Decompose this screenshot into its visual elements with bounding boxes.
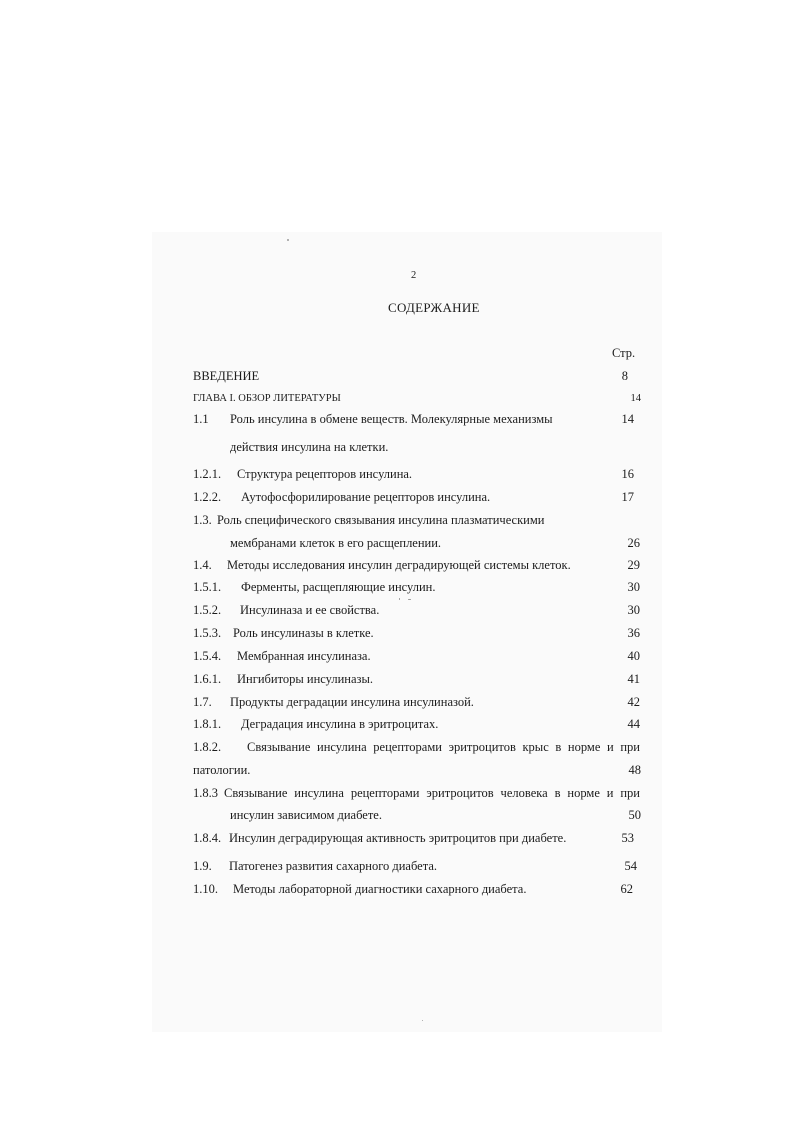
toc-number: 1.5.3. (193, 626, 222, 640)
toc-number: 1.1 (193, 412, 209, 426)
toc-page: 30 (627, 603, 640, 617)
toc-number: 1.6.1. (193, 672, 222, 686)
toc-number: 1.8.1. (193, 717, 222, 731)
toc-page: 62 (620, 882, 633, 896)
toc-title: Роль инсулина в обмене веществ. Молекулярные механизмы (230, 412, 553, 426)
toc-number: 1.4. (193, 558, 212, 572)
toc-page: 14 (621, 412, 634, 426)
toc-title: Патогенез развития сахарного диабета. (229, 859, 438, 873)
scan-speck (422, 1020, 423, 1021)
toc-title: Роль инсулиназы в клетке. (233, 626, 374, 640)
toc-title: Связывание инсулина рецепторами эритроцитов человека в норме и при (224, 786, 640, 800)
toc-number: 1.2.2. (193, 490, 222, 504)
page-number: 2 (411, 270, 417, 281)
toc-title: Аутофосфорилирование рецепторов инсулина. (241, 490, 491, 504)
toc-number: 1.8.4. (193, 831, 222, 845)
toc-title: Ферменты, расщепляющие инсулин. (241, 580, 436, 594)
toc-page: 14 (630, 393, 641, 404)
toc-page: 36 (627, 626, 640, 640)
toc-page: 40 (627, 649, 640, 663)
toc-number: 1.8.3 (193, 786, 218, 800)
toc-title: Продукты деградации инсулина инсулиназой. (230, 695, 474, 709)
toc-title: Методы лабораторной диагностики сахарного диабета. (233, 882, 527, 896)
toc-page: 16 (621, 467, 634, 481)
toc-number: 1.5.2. (193, 603, 222, 617)
toc-page: 26 (627, 536, 640, 550)
toc-page: 54 (624, 859, 637, 873)
scan-speck (399, 598, 400, 600)
toc-title: Роль специфического связывания инсулина плазматическими (217, 513, 545, 527)
toc-page: 44 (627, 717, 640, 731)
toc-page: 53 (621, 831, 634, 845)
toc-page: 17 (621, 490, 634, 504)
toc-number: 1.5.1. (193, 580, 222, 594)
toc-title: Связывание инсулина рецепторами эритроцитов крыс в норме и при (247, 740, 640, 754)
toc-number: 1.5.4. (193, 649, 222, 663)
toc-title: Деградация инсулина в эритроцитах. (241, 717, 439, 731)
toc-heading-introduction: ВВЕДЕНИЕ (193, 369, 260, 383)
toc-title-continued: действия инсулина на клетки. (230, 440, 389, 454)
scan-speck (408, 599, 411, 600)
toc-title: Инсулиназа и ее свойства. (240, 603, 380, 617)
page-column-label: Стр. (612, 346, 636, 360)
toc-title: Инсулин деградирующая активность эритроцитов при диабете. (229, 831, 567, 845)
toc-page: 29 (627, 558, 640, 572)
toc-title: Ингибиторы инсулиназы. (237, 672, 373, 686)
toc-title-continued: мембранами клеток в его расщеплении. (230, 536, 442, 550)
toc-page: 30 (627, 580, 640, 594)
toc-title: Мембранная инсулиназа. (237, 649, 371, 663)
scanned-page (152, 232, 662, 1032)
toc-number: 1.3. (193, 513, 212, 527)
toc-heading-chapter-1: ГЛАВА I. ОБЗОР ЛИТЕРАТУРЫ (193, 393, 341, 404)
toc-title: Структура рецепторов инсулина. (237, 467, 413, 481)
toc-number: 1.8.2. (193, 740, 222, 754)
toc-page: 48 (628, 763, 641, 777)
toc-page: 8 (621, 369, 628, 383)
toc-number: 1.7. (193, 695, 212, 709)
toc-title-continued: патологии. (193, 763, 251, 777)
toc-number: 1.9. (193, 859, 212, 873)
toc-page: 42 (627, 695, 640, 709)
scan-speck (287, 239, 289, 241)
toc-number: 1.2.1. (193, 467, 222, 481)
toc-page: 50 (628, 808, 641, 822)
toc-title: Методы исследования инсулин деградирующей системы клеток. (227, 558, 571, 572)
toc-title-continued: инсулин зависимом диабете. (230, 808, 382, 822)
toc-page: 41 (627, 672, 640, 686)
toc-number: 1.10. (193, 882, 218, 896)
page-title: СОДЕРЖАНИЕ (388, 300, 480, 315)
